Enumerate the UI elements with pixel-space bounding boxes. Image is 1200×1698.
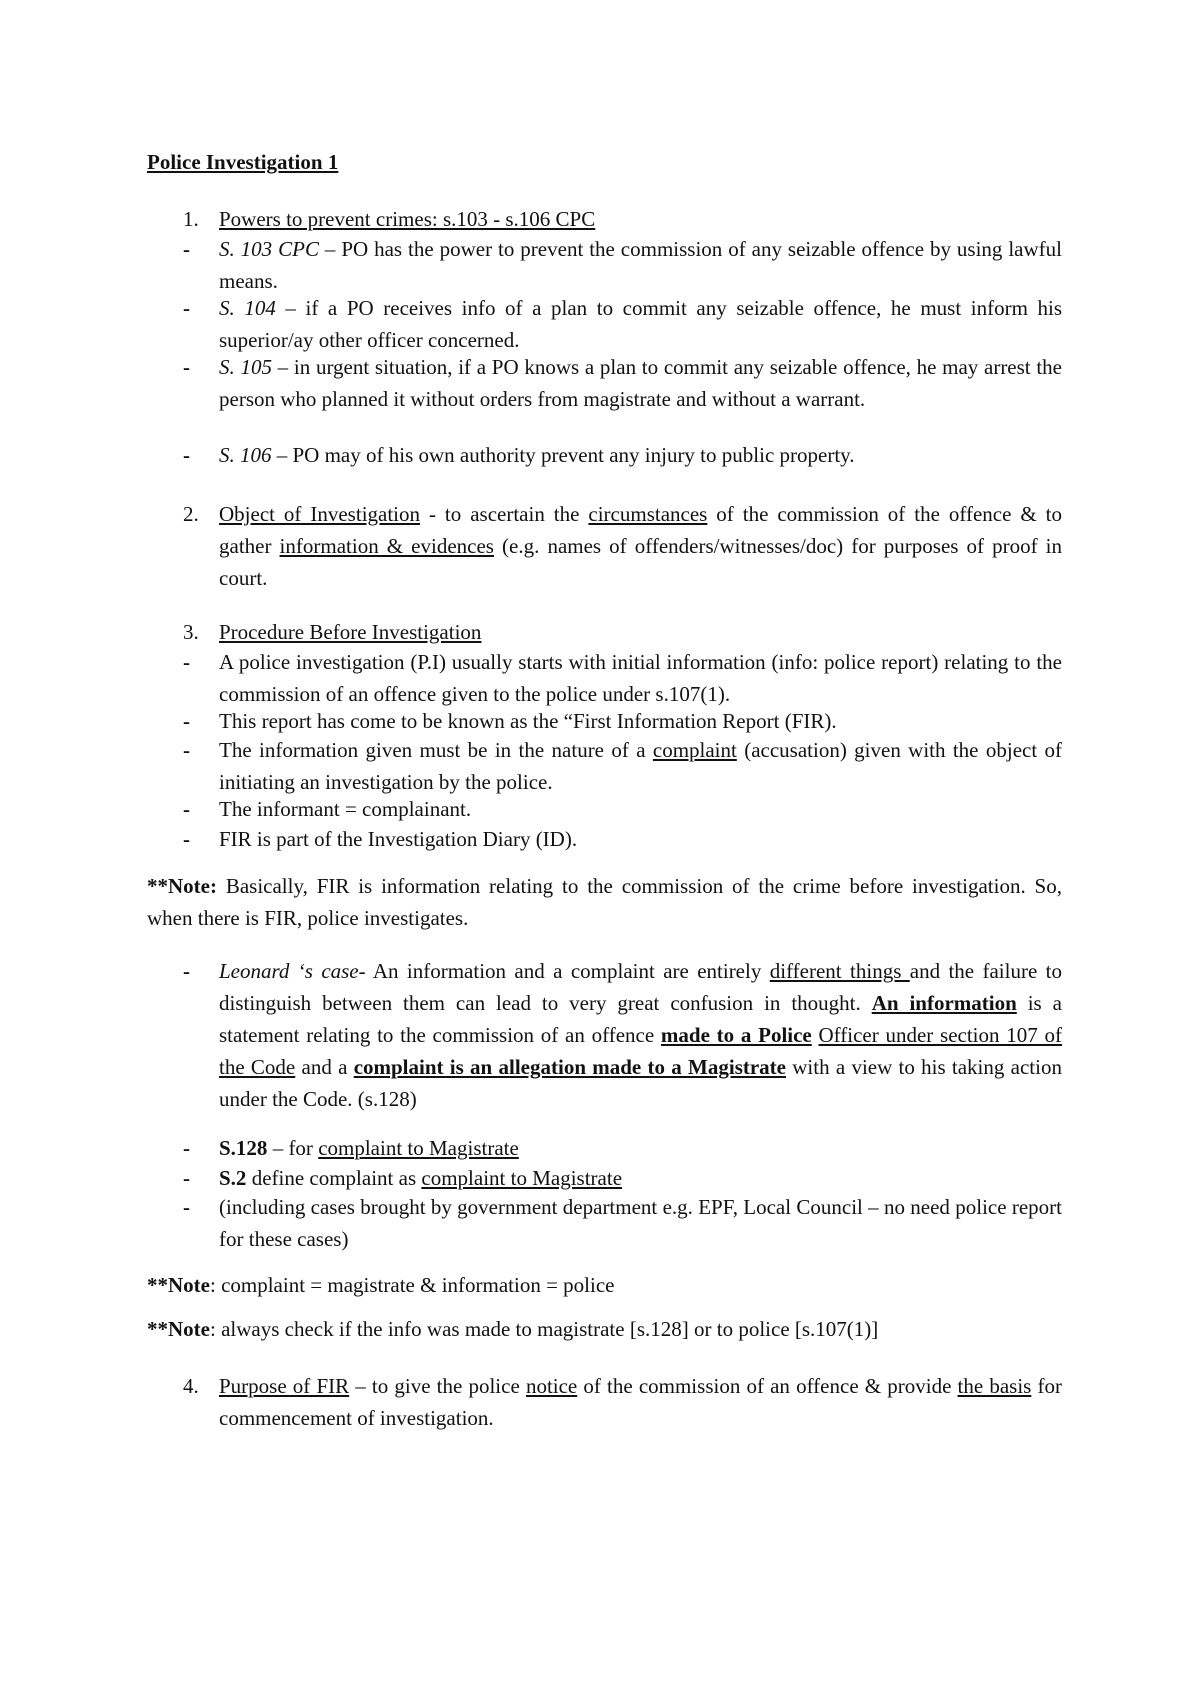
section-2-number: 2. (183, 502, 199, 526)
leonard-case-paragraph: Leonard ‘s case- An information and a complaint are entirely different things and the failure to distinguish between them can lead to very great confusion in thought. An information is a statement relating to the commission of an offence made to a Police Officer under section 107 of the Code and a complaint is an allegation made to a Magistrate with a view to his taking action under the Code. (s.128) (219, 959, 1062, 1111)
note-always-check: **Note: always check if the info was made to magistrate [s.128] or to police [s.107(1)] (147, 1317, 879, 1341)
section-1-bullet-s103: S. 103 CPC – PO has the power to prevent the commission of any seizable offence by using lawful means. (219, 237, 1062, 293)
section-3-heading: Procedure Before Investigation (219, 620, 482, 644)
section-2-paragraph: Object of Investigation - to ascertain the circumstances of the commission of the offence & to gather information & evidences (e.g. names of offenders/witnesses/doc) for purposes of proof in court. (219, 502, 1062, 590)
bullet-s2: S.2 define complaint as complaint to Magistrate (219, 1166, 623, 1190)
section-1-bullet-s104: S. 104 – if a PO receives info of a plan to commit any seizable offence, he must inform his superior/ay other officer concerned. (219, 296, 1063, 352)
section-1-heading: Powers to prevent crimes: s.103 - s.106 CPC (219, 207, 596, 231)
bullet-dash: - (183, 797, 190, 821)
bullet-dash: - (183, 1166, 190, 1190)
bullet-dash: - (183, 827, 190, 851)
section-1-number: 1. (183, 207, 199, 231)
bullet-dash: - (183, 296, 190, 320)
section-3-bullet-diary: FIR is part of the Investigation Diary (ID). (219, 827, 578, 851)
bullet-s128: S.128 – for complaint to Magistrate (219, 1136, 519, 1160)
bullet-dash: - (183, 1136, 190, 1160)
bullet-government-cases: (including cases brought by government department e.g. EPF, Local Council – no need police report for these cases) (219, 1195, 1062, 1251)
section-3-number: 3. (183, 620, 199, 644)
bullet-dash: - (183, 355, 190, 379)
document-title: Police Investigation 1 (147, 150, 339, 174)
section-1-bullet-s105: S. 105 – in urgent situation, if a PO knows a plan to commit any seizable offence, he may arrest the person who planned it without orders from magistrate and without a warrant. (219, 355, 1063, 411)
bullet-dash: - (183, 650, 190, 674)
section-1-bullet-s106: S. 106 – PO may of his own authority prevent any injury to public property. (219, 443, 855, 467)
bullet-dash: - (183, 709, 190, 733)
section-3-bullet-fir: This report has come to be known as the “First Information Report (FIR). (219, 709, 837, 733)
bullet-dash: - (183, 959, 190, 983)
bullet-dash: - (183, 738, 190, 762)
section-3-bullet-informant: The informant = complainant. (219, 797, 472, 821)
note-fir: **Note: Basically, FIR is information relating to the commission of the crime before investigation. So, when there is FIR, police investigates. (147, 874, 1062, 930)
note-complaint-vs-information: **Note: complaint = magistrate & information = police (147, 1273, 615, 1297)
section-4-paragraph: Purpose of FIR – to give the police notice of the commission of an offence & provide the basis for commencement of investigation. (219, 1374, 1062, 1430)
section-4-number: 4. (183, 1374, 199, 1398)
bullet-dash: - (183, 237, 190, 261)
bullet-dash: - (183, 443, 190, 467)
bullet-dash: - (183, 1195, 190, 1219)
section-3-bullet-pi: A police investigation (P.I) usually starts with initial information (info: police report) relating to the commission of an offence given to the police under s.107(1). (219, 650, 1062, 706)
section-3-bullet-complaint: The information given must be in the nature of a complaint (accusation) given with the object of initiating an investigation by the police. (219, 738, 1063, 794)
